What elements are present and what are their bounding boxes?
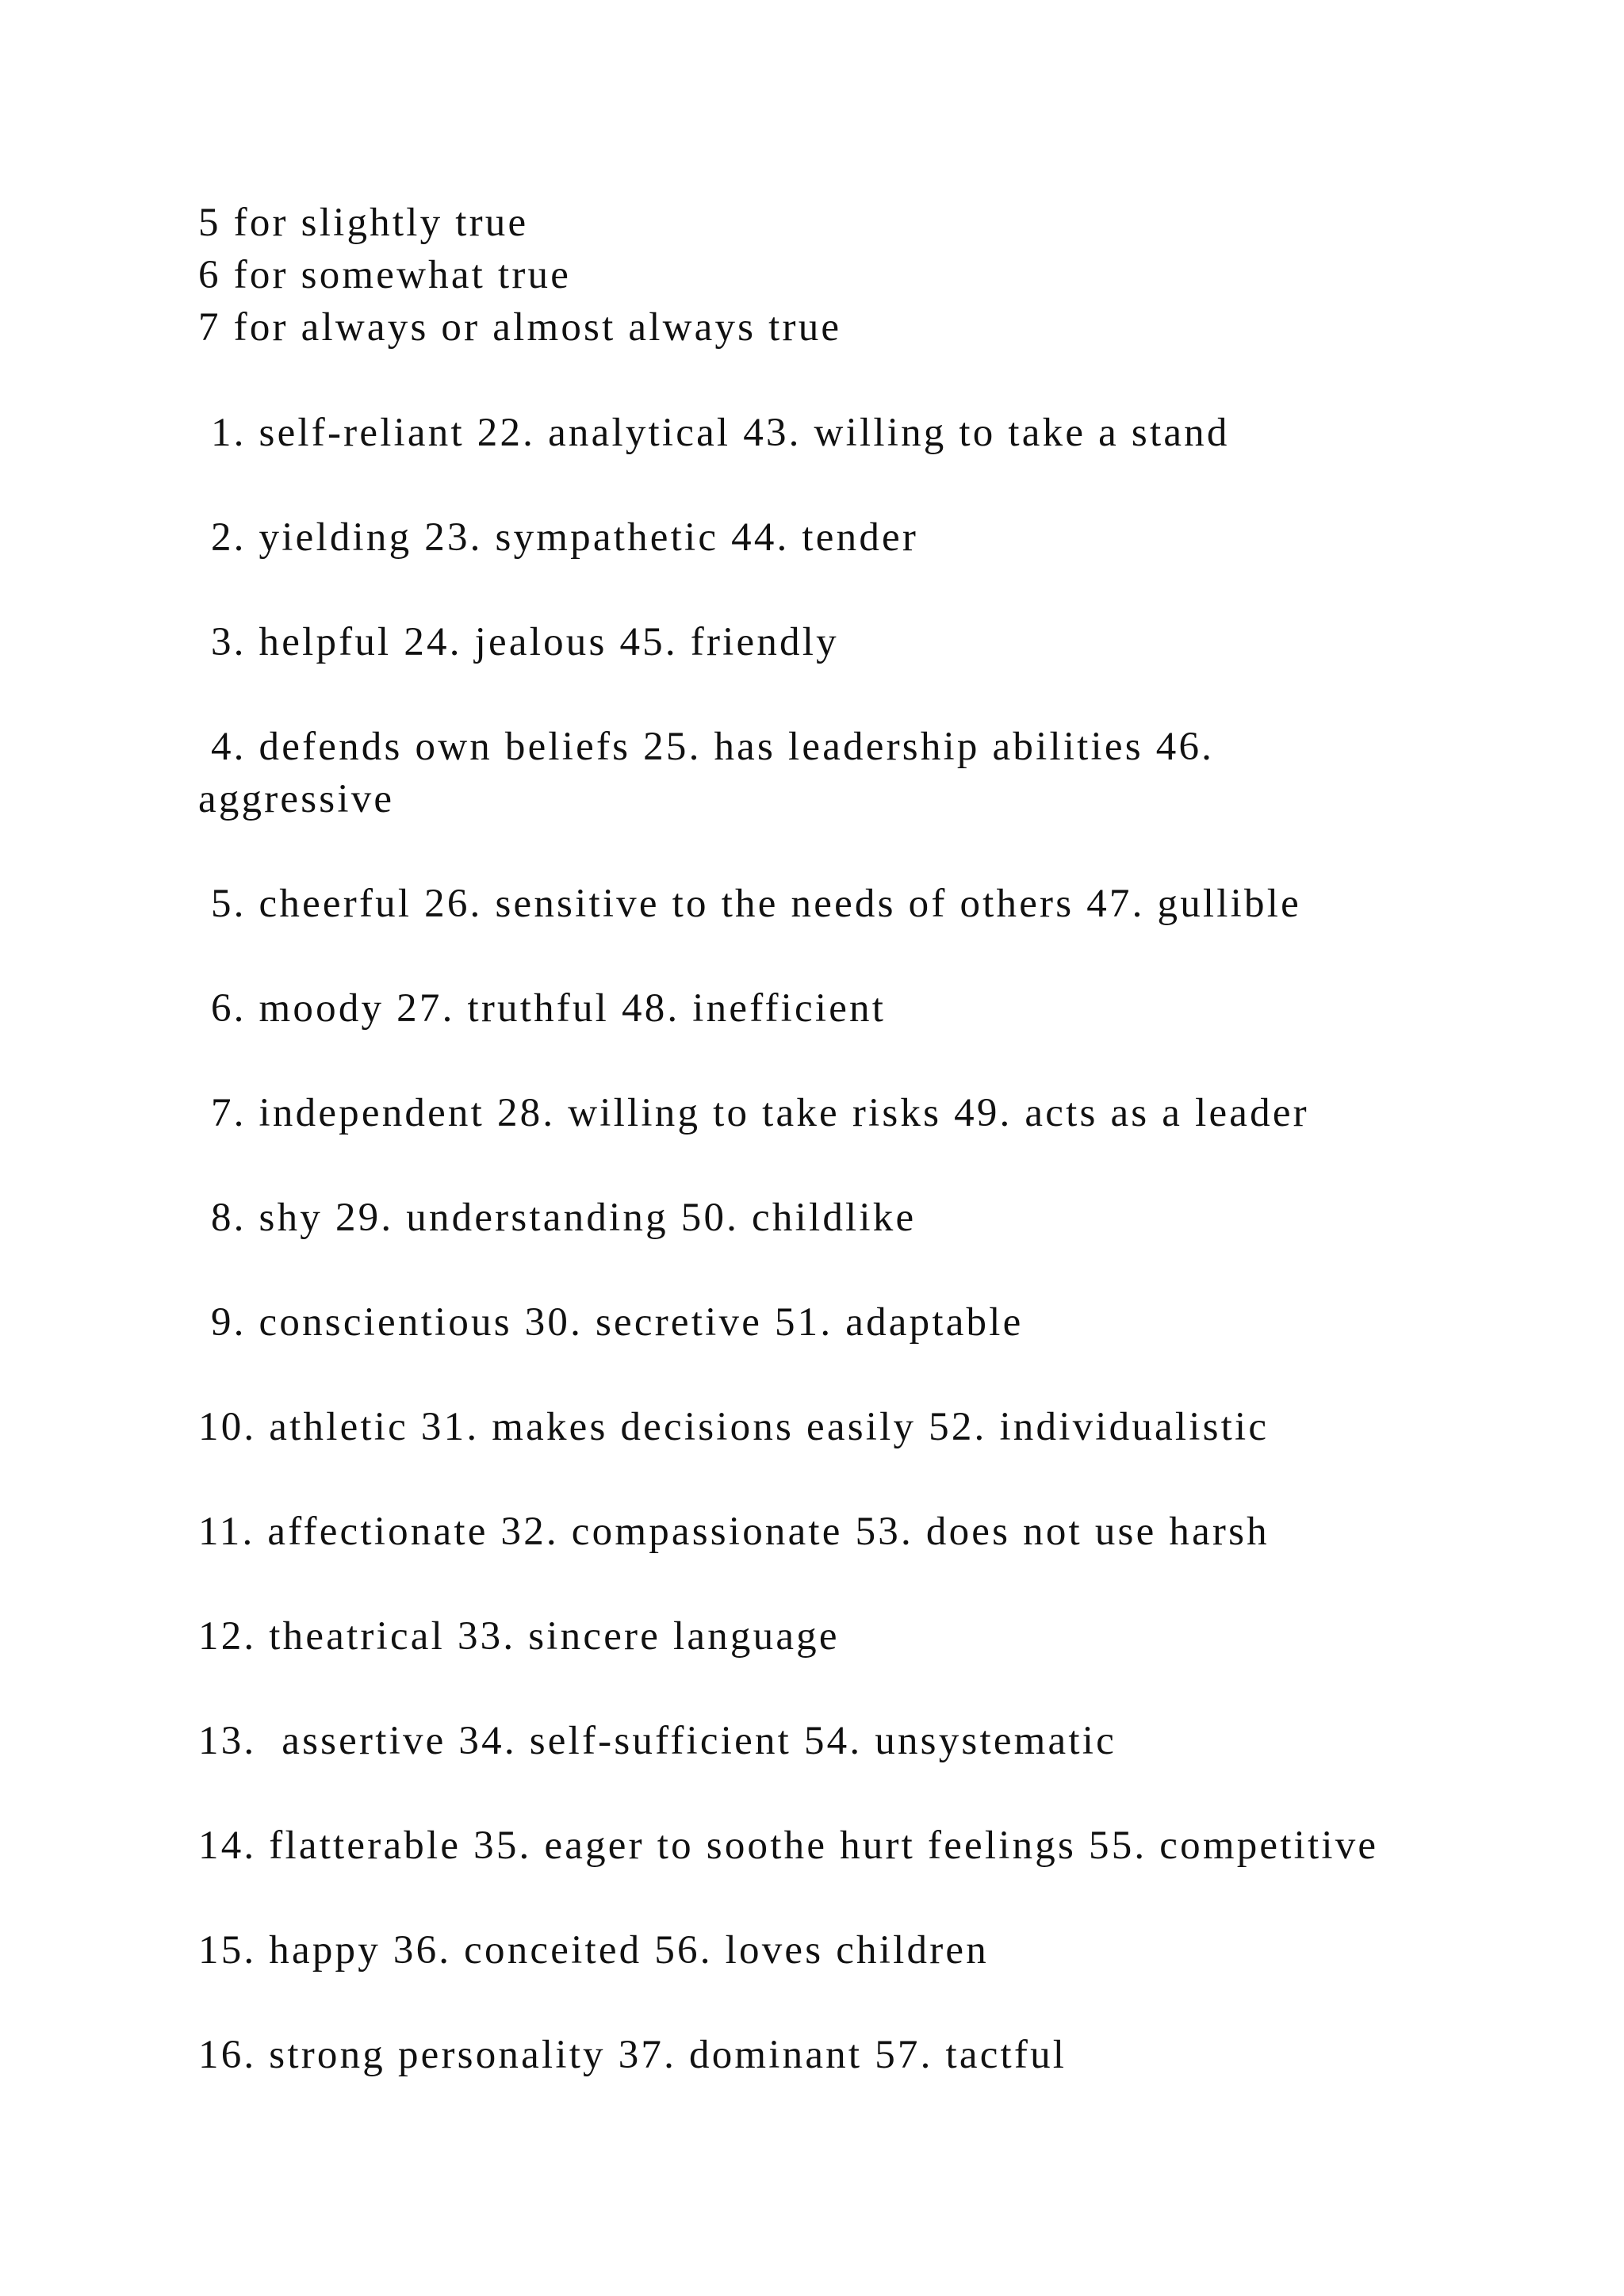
item-row-6: 6. moody 27. truthful 48. inefficient <box>198 986 887 1031</box>
item-row-12: 12. theatrical 33. sincere language <box>198 1614 840 1659</box>
scale-line-7: 7 for always or almost always true <box>198 305 842 350</box>
item-row-9: 9. conscientious 30. secretive 51. adaptable <box>198 1300 1024 1345</box>
item-row-14: 14. flatterable 35. eager to soothe hurt feelings 55. competitive <box>198 1823 1379 1868</box>
item-row-4: 4. defends own beliefs 25. has leadership abilities 46. aggressive <box>198 725 1228 821</box>
scale-line-6: 6 for somewhat true <box>198 253 572 297</box>
item-row-10: 10. athletic 31. makes decisions easily 52. individualistic <box>198 1405 1270 1449</box>
item-row-13: 13. assertive 34. self-sufficient 54. unsystematic <box>198 1719 1116 1763</box>
scale-line-5: 5 for slightly true <box>198 201 529 245</box>
item-row-15: 15. happy 36. conceited 56. loves children <box>198 1928 989 1973</box>
item-row-1: 1. self-reliant 22. analytical 43. willing to take a stand <box>198 411 1230 455</box>
item-row-16: 16. strong personality 37. dominant 57. tactful <box>198 2033 1067 2077</box>
item-row-2: 2. yielding 23. sympathetic 44. tender <box>198 515 919 560</box>
item-row-7: 7. independent 28. willing to take risks 49. acts as a leader <box>198 1091 1309 1135</box>
item-row-5: 5. cheerful 26. sensitive to the needs of others 47. gullible <box>198 882 1301 926</box>
item-row-8: 8. shy 29. understanding 50. childlike <box>198 1196 917 1240</box>
item-row-11: 11. affectionate 32. compassionate 53. does not use harsh <box>198 1510 1270 1554</box>
item-row-3: 3. helpful 24. jealous 45. friendly <box>198 620 839 664</box>
